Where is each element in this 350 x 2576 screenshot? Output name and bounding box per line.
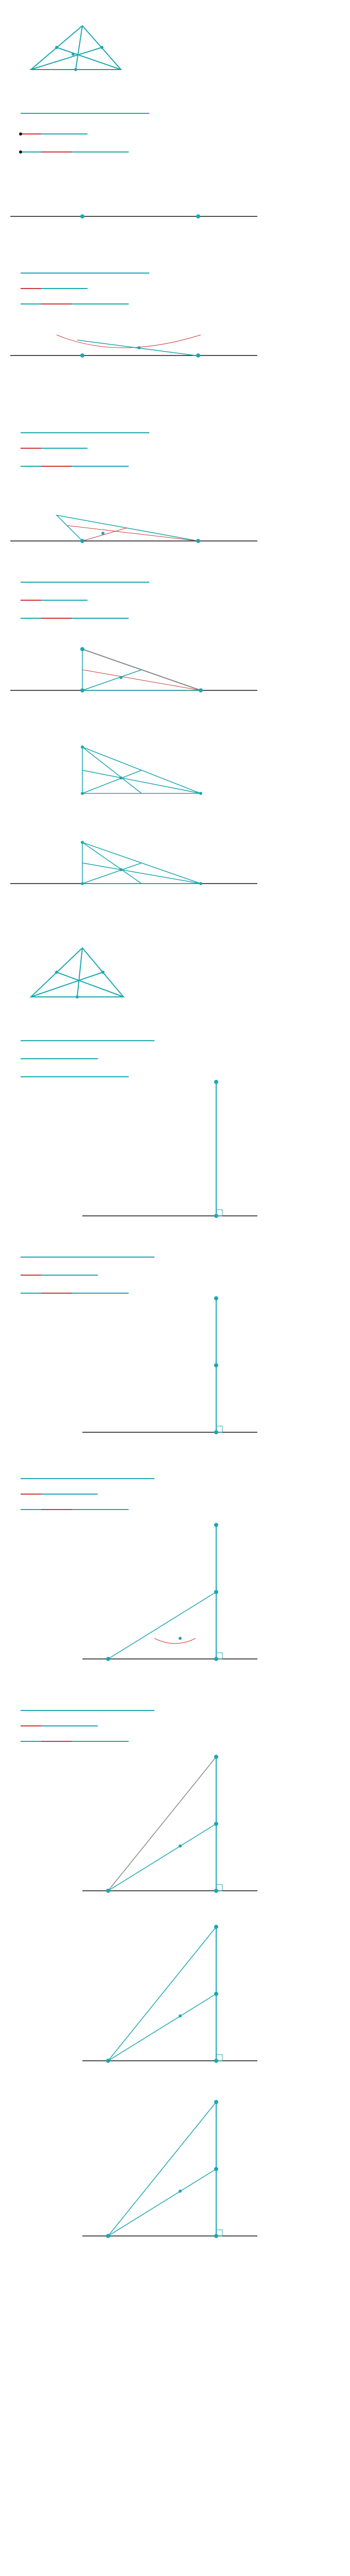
arc-figure-1 (0, 330, 350, 381)
segments-figure-7 (0, 1468, 350, 1520)
segments-figure-1 (0, 103, 350, 185)
triangle-c-figure-3 (0, 837, 350, 894)
segments-figure-3 (0, 422, 350, 484)
triangle-medians-figure (0, 21, 350, 82)
triangle-c-figure-2 (0, 737, 350, 799)
segments-figure-2 (0, 263, 350, 325)
triangle-c-figure-1 (0, 639, 350, 706)
triangle-medians-figure-2 (0, 943, 350, 1010)
vertical-line-figure-1 (0, 1072, 350, 1226)
vertical-line-figure-2 (0, 1288, 350, 1443)
segments-figure-8 (0, 1700, 350, 1752)
vertical-line-figure-6 (0, 2092, 350, 2246)
vertical-line-figure-3 (0, 1515, 350, 1669)
line-l-figure-1 (0, 206, 350, 237)
triangle-m-figure-1 (0, 505, 350, 551)
vertical-line-figure-5 (0, 1917, 350, 2071)
segments-figure-4 (0, 572, 350, 634)
vertical-line-figure-4 (0, 1747, 350, 1901)
